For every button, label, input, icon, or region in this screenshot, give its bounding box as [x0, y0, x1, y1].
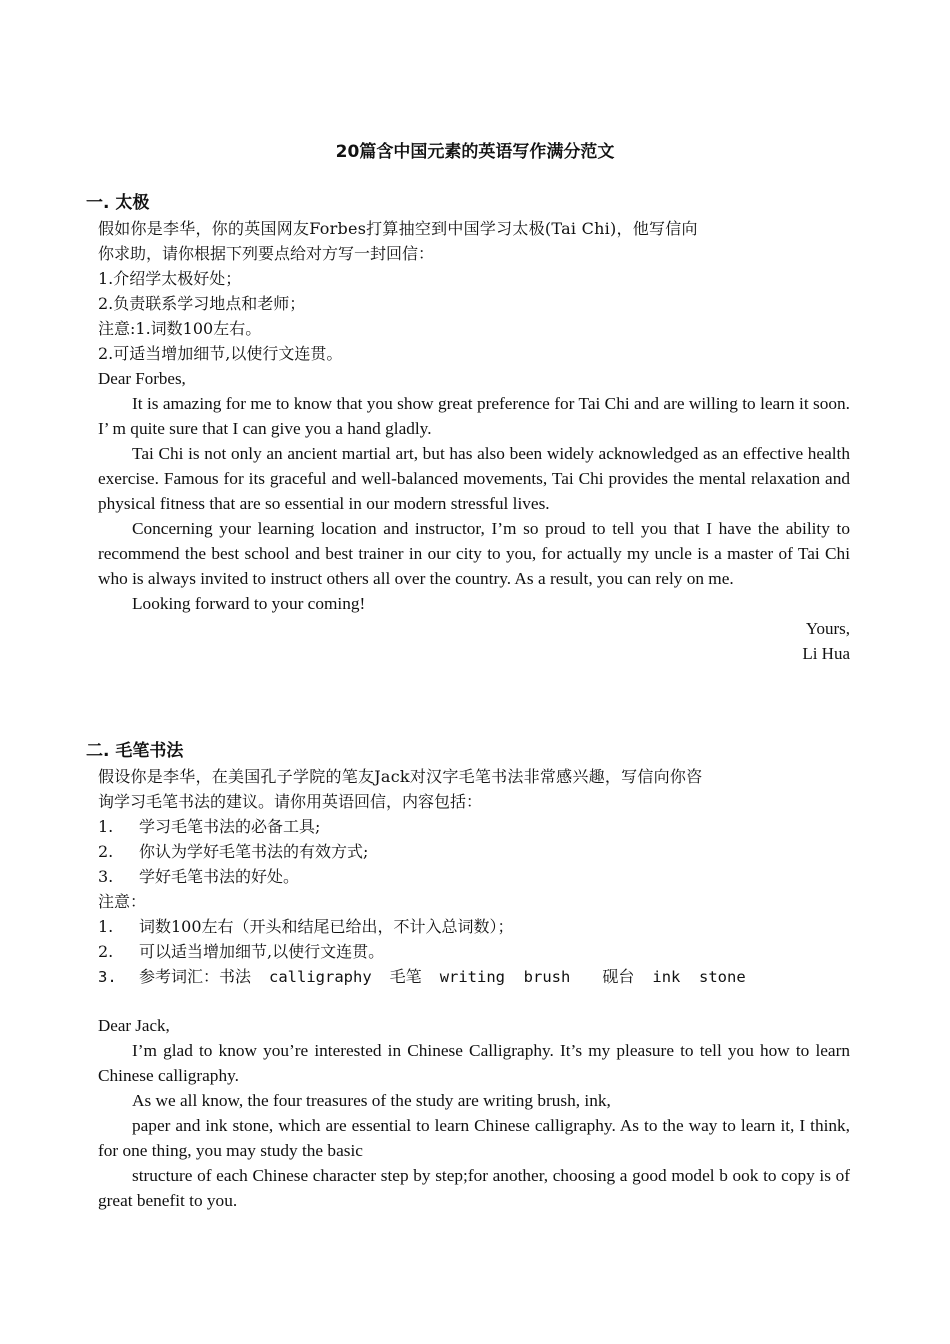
- section-1-body: [98, 216, 850, 666]
- note-number: 2.: [98, 942, 114, 961]
- section-1-paragraph-2: Tai Chi is not only an ancient martial art, but has also been widely acknowledged as an effective health exercise. Famous for its graceful and well-balanced movements, Tai Chi provides the mental relaxation and physical fitness that are so essential in our modern stressful lives.: [98, 444, 850, 513]
- section-2-vocabulary: [98, 964, 850, 989]
- note-number: 1.: [98, 917, 114, 936]
- section-1-heading: 一. 太极: [86, 193, 150, 213]
- note-text: 可以适当增加细节,以使行文连贯。: [139, 942, 385, 961]
- section-2-prompt-line-2: 询学习毛笔书法的建议。请你用英语回信，内容包括：: [98, 792, 483, 811]
- section-2-paragraph-3: paper and ink stone, which are essential to learn Chinese calligraphy. As to the way to learn it, I think, for one thing, you may study the basic: [98, 1116, 850, 1160]
- section-1-note-2: 2.可适当增加细节,以使行文连贯。: [98, 344, 343, 363]
- vocab-term-ink-stone: ink stone: [652, 968, 746, 986]
- section-2-paragraph-4: structure of each Chinese character step by step;for another, choosing a good model b ook to copy is of great benefit to you.: [98, 1166, 850, 1210]
- section-1-prompt-line-2: 你求助，请你根据下列要点给对方写一封回信：: [98, 244, 435, 263]
- section-2-paragraph-2: As we all know, the four treasures of the study are writing brush, ink,: [132, 1091, 611, 1110]
- section-1-paragraph-1: It is amazing for me to know that you show great preference for Tai Chi and are willing to learn it soon. I’ m quite sure that I can give you a hand gladly.: [98, 394, 850, 438]
- section-1-signature: Li Hua: [802, 644, 850, 663]
- document-title: 20篇含中国元素的英语写作满分范文: [335, 142, 615, 162]
- vocab-term-inkstone-cn: 砚台: [602, 967, 635, 986]
- vocab-term-calligraphy: calligraphy: [269, 968, 372, 986]
- item-text: 学习毛笔书法的必备工具;: [139, 817, 321, 836]
- item-number: 1.: [98, 817, 114, 836]
- section-2-paragraph-1: I’m glad to know you’re interested in Chinese Calligraphy. It’s my pleasure to tell you how to learn Chinese calligraphy.: [98, 1041, 850, 1085]
- section-1-point-2: 2.负责联系学习地点和老师；: [98, 294, 306, 313]
- section-2-note: [98, 939, 850, 964]
- item-number: 3.: [98, 867, 114, 886]
- section-2-item: [98, 864, 850, 889]
- note-text: 词数100左右（开头和结尾已给出，不计入总词数）；: [139, 917, 514, 936]
- section-1-prompt-line-1: 假如你是李华，你的英国网友Forbes打算抽空到中国学习太极(Tai Chi)，他写信向: [98, 219, 698, 238]
- section-1-salutation: Dear Forbes,: [98, 369, 186, 388]
- item-text: 你认为学好毛笔书法的有效方式;: [139, 842, 369, 861]
- vocab-label: 参考词汇：书法: [139, 967, 252, 986]
- section-2-salutation: Dear Jack,: [98, 1016, 170, 1035]
- section-1-paragraph-3: Concerning your learning location and instructor, I’m so proud to tell you that I have the ability to recommend the best school and best trainer in our city to you, for actually my uncle is a master of Tai Chi who is always invited to instruct others all over the country. As a result, you can rely on me.: [98, 519, 850, 588]
- section-2-body: [98, 764, 850, 1213]
- item-number: 2.: [98, 842, 114, 861]
- section-2-heading: 二. 毛笔书法: [86, 741, 184, 761]
- vocab-term-writing-brush: writing brush: [439, 968, 571, 986]
- section-2-item: [98, 839, 850, 864]
- section-2-note: [98, 914, 850, 939]
- vocab-number: 3.: [98, 968, 117, 986]
- section-2-note-label: 注意：: [98, 892, 147, 911]
- section-2-prompt-line-1: 假设你是李华，在美国孔子学院的笔友Jack对汉字毛笔书法非常感兴趣，写信向你咨: [98, 767, 703, 786]
- section-1-closing: Yours,: [805, 619, 850, 638]
- section-2-item: [98, 814, 850, 839]
- item-text: 学好毛笔书法的好处。: [139, 867, 300, 886]
- section-1-note-1: 注意:1.词数100左右。: [98, 319, 262, 338]
- blank-line: [98, 989, 850, 1013]
- section-1-point-1: 1.介绍学太极好处；: [98, 269, 242, 288]
- vocab-term-brush-cn: 毛笔: [389, 967, 422, 986]
- section-1-paragraph-4: Looking forward to your coming!: [132, 594, 366, 613]
